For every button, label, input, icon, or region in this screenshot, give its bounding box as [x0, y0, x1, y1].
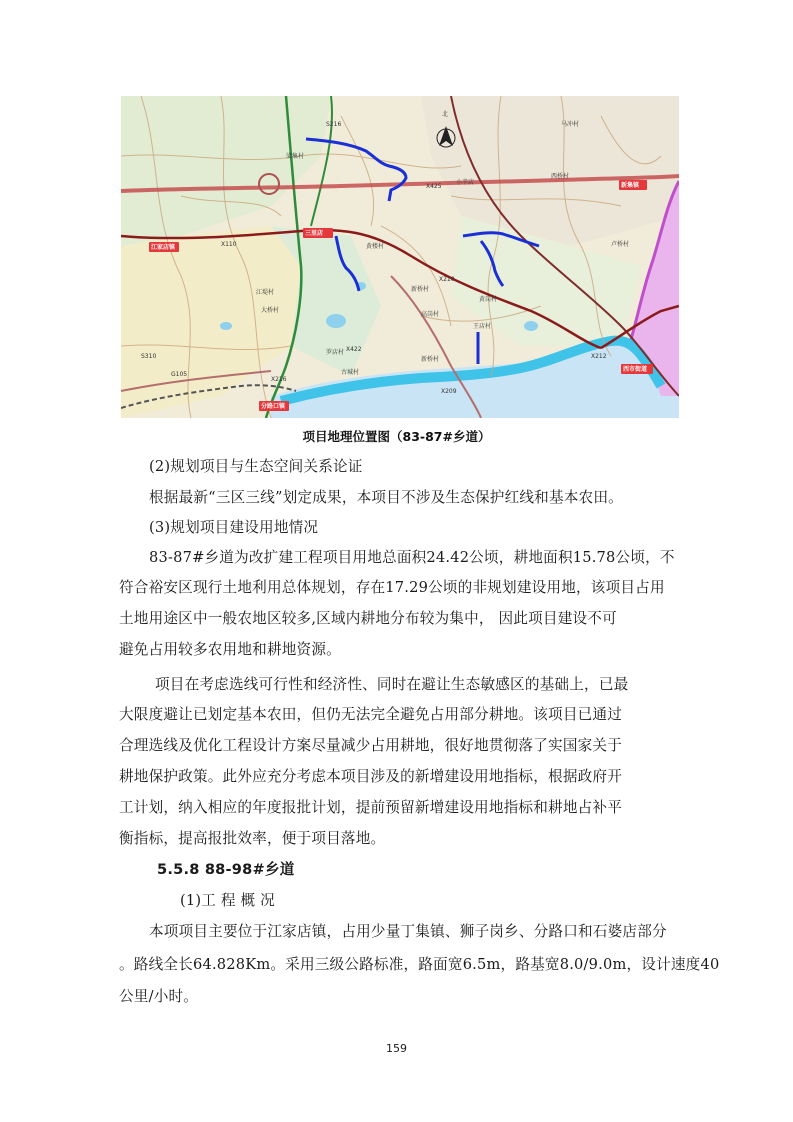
road-label: X422 [346, 346, 362, 353]
paragraph-line: 根据最新“三区三线”划定成果，本项目不涉及生态保护红线和基本农田。 [149, 489, 623, 506]
location-map [121, 96, 679, 418]
pond [326, 314, 346, 328]
village-label: 黄楼村 [366, 243, 385, 250]
village-label: 王店村 [473, 323, 492, 330]
pond [524, 321, 538, 331]
paragraph-line: 工计划，纳入相应的年度报批计划，提前预留新增建设用地指标和耕地占补平 [119, 799, 622, 816]
town-label: 分路口镇 [261, 403, 286, 410]
village-label: 黄岗村 [479, 296, 498, 303]
road-label: X210 [439, 276, 455, 283]
village-label: 新桥村 [421, 356, 440, 363]
figure-caption: 项目地理位置图（83-87#乡道） [302, 429, 491, 444]
map-svg [121, 96, 679, 418]
paragraph-line: 本项项目主要位于江家店镇，占用少量丁集镇、狮子岗乡、分路口和石婆店部分 [149, 923, 667, 940]
town-label: 三里店 [305, 230, 324, 237]
village-label: 马冲村 [561, 121, 580, 128]
paragraph-line: 。路线全长64.828Km。采用三级公路标准，路面宽6.5m，路基宽8.0/9.0m，设计速度40 [119, 956, 720, 973]
village-label: 江堤村 [256, 289, 275, 296]
village-label: 新桥村 [411, 286, 430, 293]
section-heading: 5.5.8 88-98#乡道 [157, 861, 295, 878]
village-label: 梁集村 [286, 153, 305, 160]
section-subheading: (2)规划项目与生态空间关系论证 [149, 458, 363, 475]
section-subheading: (1)工 程 概 况 [180, 892, 275, 909]
road-label: G105 [171, 371, 188, 378]
page-number: 159 [386, 1042, 407, 1055]
town-label: 西市街道 [623, 366, 648, 373]
road-label: X216 [271, 376, 287, 383]
paragraph-line: 土地用途区中一般农地区较多,区域内耕地分布较为集中， 因此项目建设不可 [119, 610, 617, 627]
paragraph-line: 大限度避让已划定基本农田，但仍无法完全避免占用部分耕地。该项目已通过 [119, 706, 622, 723]
pond [220, 322, 232, 330]
compass-label: 北 [442, 111, 449, 118]
section-subheading: (3)规划项目建设用地情况 [149, 519, 319, 536]
paragraph-line: 衡指标，提高报批效率，便于项目落地。 [119, 830, 386, 847]
road-label: X212 [591, 353, 607, 360]
paragraph-line: 合理选线及优化工程设计方案尽量减少占用耕地，很好地贯彻落了实国家关于 [119, 737, 622, 754]
paragraph-line: 83-87#乡道为改扩建工程项目用地总面积24.42公顷，耕地面积15.78公顷，不 [149, 549, 675, 566]
village-label: 卢桥村 [611, 241, 630, 248]
road-label: X209 [441, 388, 457, 395]
place-label: 小辛店 [456, 179, 475, 186]
paragraph-line: 项目在考虑选线可行性和经济性、同时在避让生态敏感区的基础上，已最 [155, 676, 629, 693]
village-label: 罗店村 [326, 349, 345, 356]
village-label: 大桥村 [261, 307, 280, 314]
paragraph-line: 避免占用较多农用地和耕地资源。 [119, 641, 341, 658]
road-label: S216 [326, 121, 342, 128]
village-label: 古城村 [341, 369, 360, 376]
road-label: S310 [141, 353, 157, 360]
paragraph-line: 耕地保护政策。此外应充分考虑本项目涉及的新增建设用地指标，根据政府开 [119, 768, 622, 785]
town-label: 新集镇 [621, 182, 640, 189]
village-label: 西桥村 [551, 173, 570, 180]
town-label: 江家店镇 [151, 244, 176, 251]
paragraph-line: 符合裕安区现行土地利用总体规划，存在17.29公顷的非规划建设用地，该项目占用 [119, 579, 665, 596]
village-label: 高岗村 [421, 311, 440, 318]
paragraph-line: 公里/小时。 [119, 988, 199, 1005]
road-label: X425 [426, 183, 442, 190]
road-label: X110 [221, 241, 237, 248]
